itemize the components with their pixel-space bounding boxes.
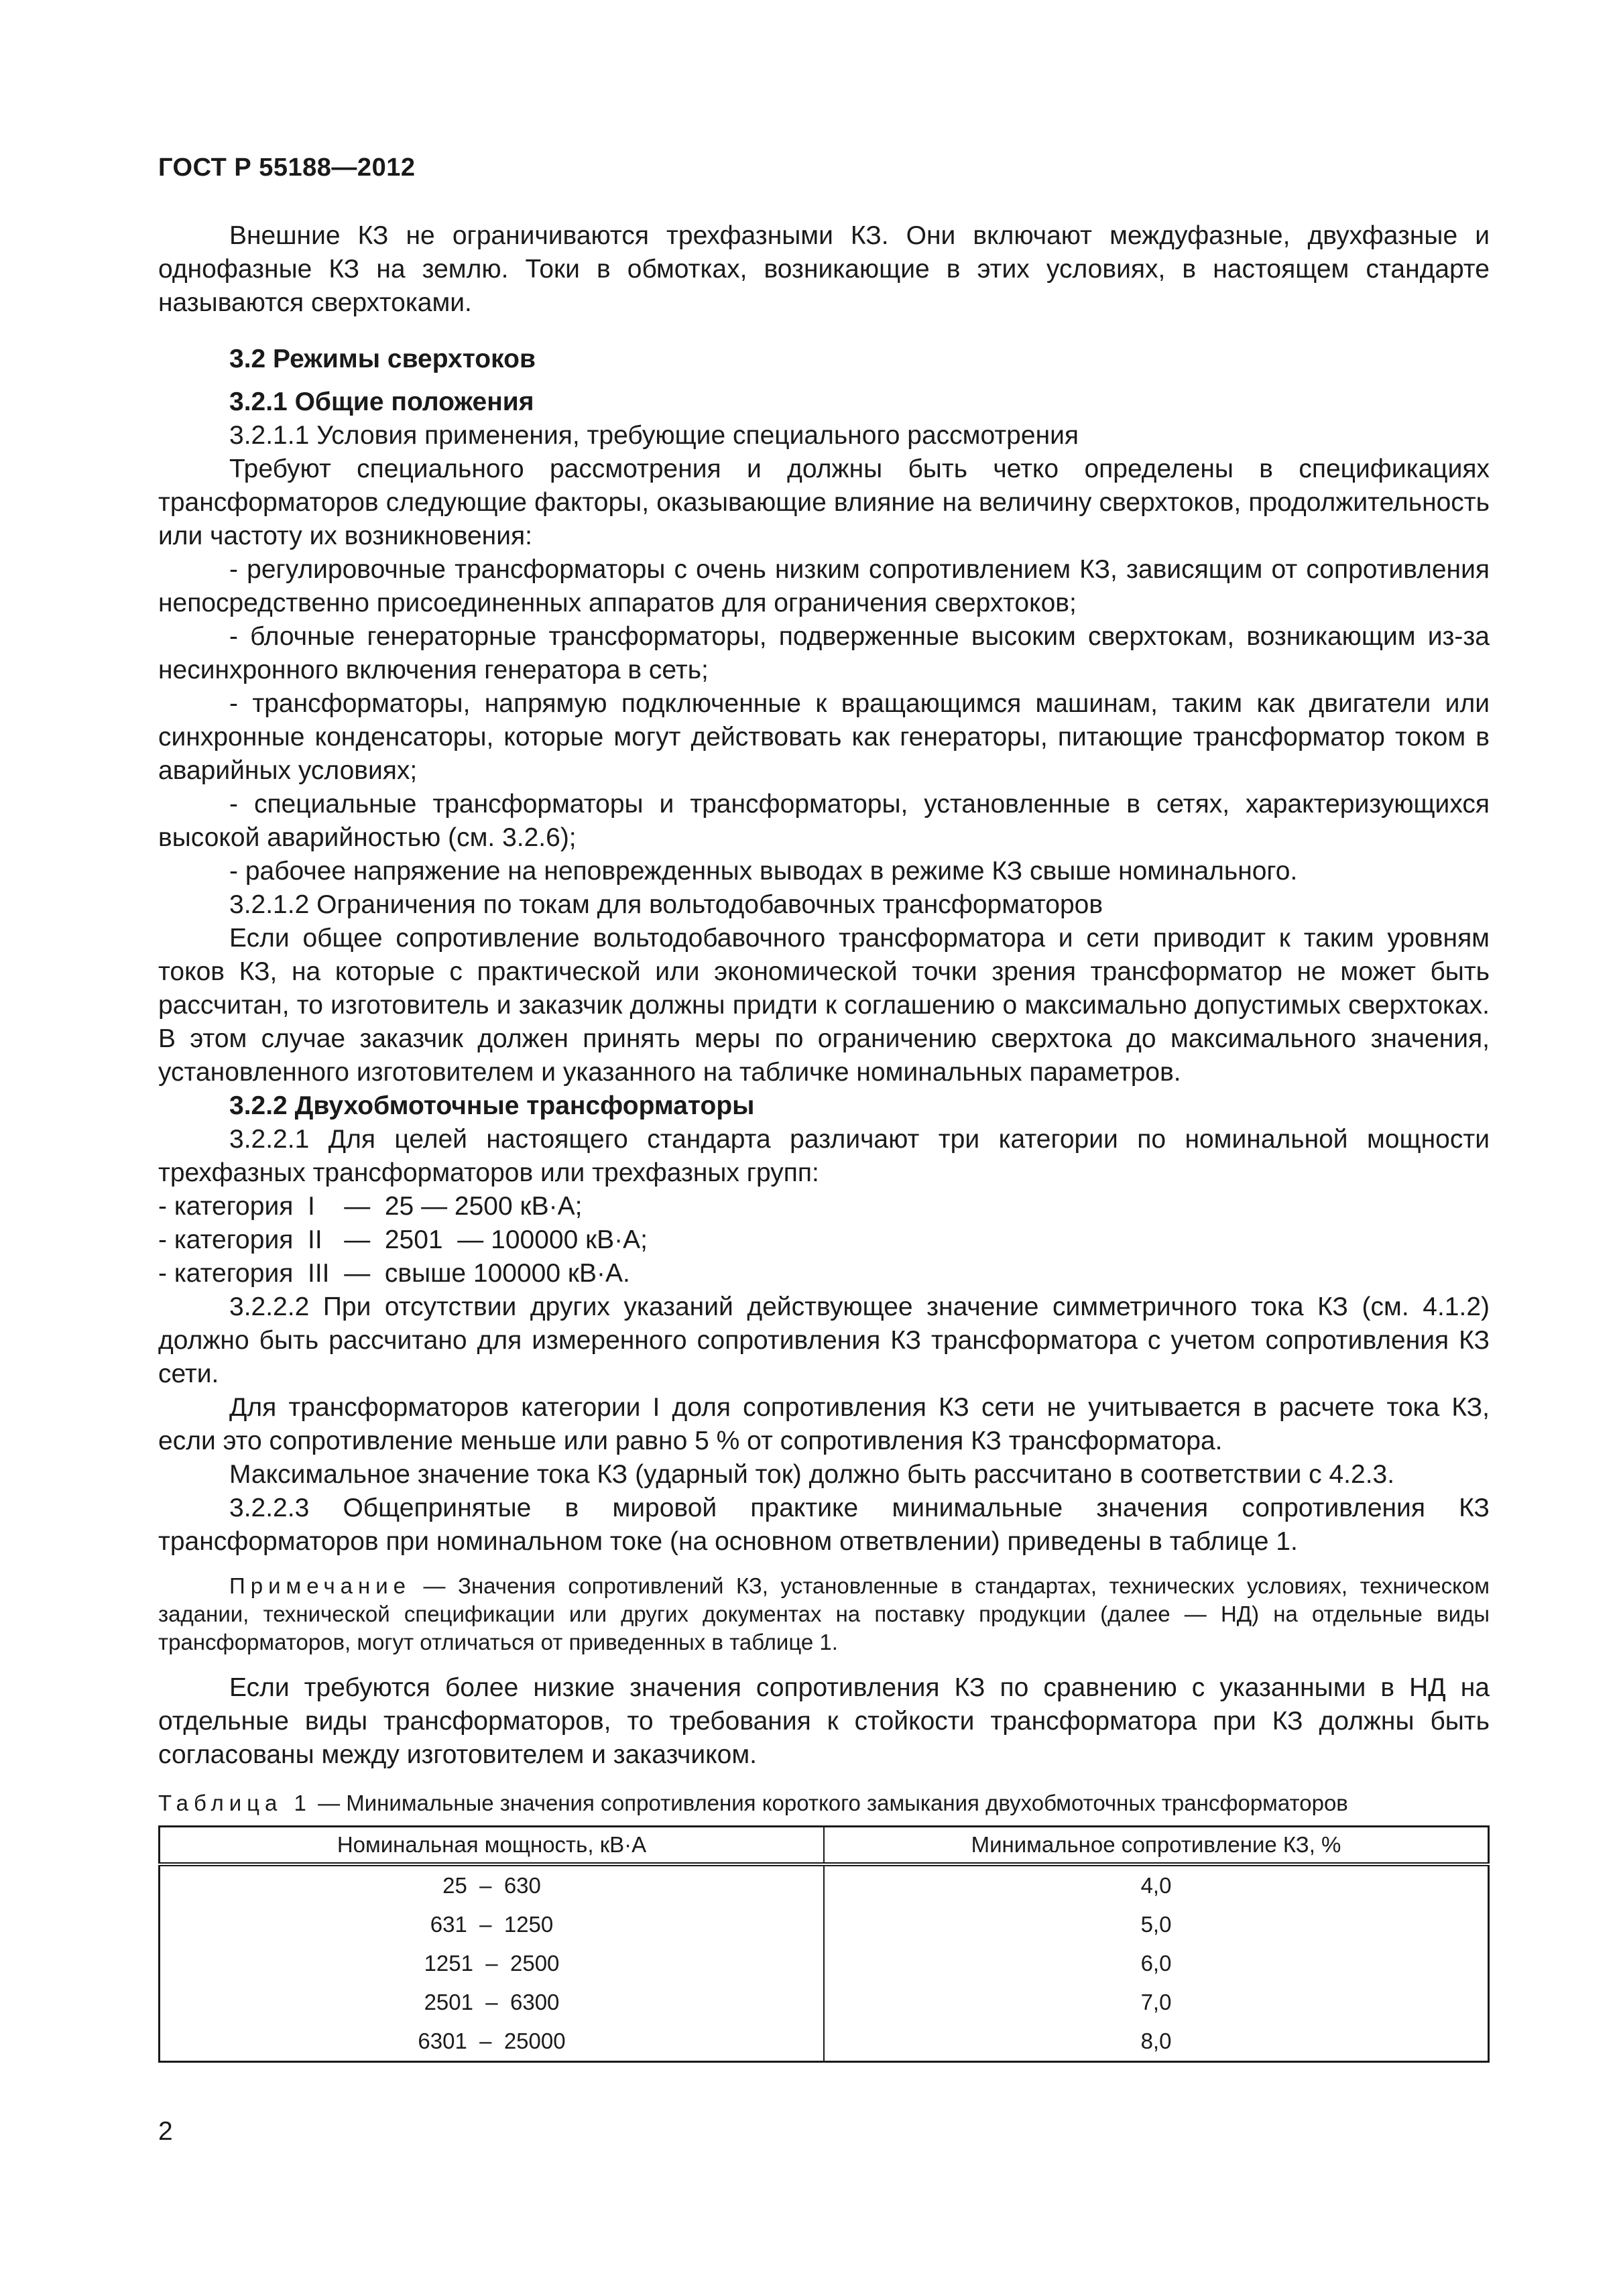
impedance-cell: 8,0 (824, 2022, 1489, 2062)
page-number: 2 (158, 2117, 173, 2146)
power-range: 1251 – 2500 (424, 1951, 560, 1976)
table-title: — Минимальные значения сопротивления короткого замыкания двухобмоточных трансформаторов (311, 1791, 1348, 1815)
clause-3-2-1-1-title: 3.2.1.1 Условия применения, требующие специального рассмотрения (229, 421, 1079, 450)
after-note-paragraph: Если требуются более низкие значения сопротивления КЗ по сравнению с указанными в НД на отдельные виды трансформаторов, то требования к стойкости трансформатора при КЗ должны быть согласованы между изготовителем и заказчиком. (158, 1673, 1490, 1769)
table-row (160, 2022, 1489, 2062)
factor-item: - регулировочные трансформаторы с очень низким сопротивлением КЗ, зависящим от сопротивления непосредственно присоединенных аппаратов для ограничения сверхтоков; (158, 555, 1490, 617)
impedance-cell: 6,0 (824, 1944, 1489, 1983)
section-3-2-2-heading: 3.2.2 Двухобмоточные трансформаторы (229, 1091, 755, 1120)
note-block (158, 1572, 1490, 1656)
section-3-2-1-heading: 3.2.1 Общие положения (229, 387, 534, 416)
category-item: - категория II — 2501 — 100000 кВ·А; (158, 1225, 648, 1254)
clause-3-2-1-2-text: Если общее сопротивление вольтодобавочного трансформатора и сети приводит к таким уровням токов КЗ, на которые с практической или экономической точки зрения трансформатор не может быть рассчитан, то изготовитель и заказчик должны придти к соглашению о максимально допустимых сверхтоках. В этом случае заказчик должен принять меры по ограничению сверхтока до максимального значения, установленного изготовителем и указанного на табличке номинальных параметров. (158, 924, 1490, 1087)
power-range: 2501 – 6300 (424, 1990, 560, 2014)
impedance-cell: 4,0 (824, 1864, 1489, 1905)
clause-3-2-1-2-title: 3.2.1.2 Ограничения по токам для вольтодобавочных трансформаторов (229, 890, 1103, 919)
table-caption (158, 1789, 1490, 1817)
impedance-table (158, 1825, 1490, 2063)
clause-3-2-2-3-text: 3.2.2.3 Общепринятые в мировой практике минимальные значения сопротивления КЗ трансформаторов при номинальном токе (на основном ответвлении) приведены в таблице 1. (158, 1494, 1490, 1556)
factor-item: - специальные трансформаторы и трансформаторы, установленные в сетях, характеризующихся высокой аварийностью (см. 3.2.6); (158, 790, 1490, 852)
column-header-impedance: Минимальное сопротивление КЗ, % (824, 1827, 1489, 1865)
intro-paragraph: Внешние КЗ не ограничиваются трехфазными КЗ. Они включают междуфазные, двухфазные и однофазные КЗ на землю. Токи в обмотках, возникающие в этих условиях, в настоящем стандарте называются сверхтоками. (158, 221, 1490, 317)
category-item: - категория I — 25 — 2500 кВ·А; (158, 1192, 583, 1221)
power-cell (160, 1983, 825, 2022)
power-range: 6301 – 25000 (418, 2029, 566, 2053)
table-row (160, 1983, 1489, 2022)
clause-3-2-2-2-paragraph-2: Для трансформаторов категории I доля сопротивления КЗ сети не учитывается в расчете тока КЗ, если это сопротивление меньше или равно 5 % от сопротивления КЗ трансформатора. (158, 1393, 1490, 1455)
section-3-2-heading: 3.2 Режимы сверхтоков (229, 345, 536, 373)
power-range: 25 – 630 (442, 1873, 541, 1898)
document-header: ГОСТ Р 55188—2012 (158, 154, 416, 182)
power-cell (160, 2022, 825, 2062)
factor-item: - блочные генераторные трансформаторы, подверженные высоким сверхтокам, возникающим из-за несинхронного включения генератора в сеть; (158, 622, 1490, 684)
table-header-row (160, 1827, 1489, 1865)
table-label: Таблица 1 (158, 1791, 312, 1815)
impedance-cell: 5,0 (824, 1905, 1489, 1944)
clause-3-2-1-1-text: Требуют специального рассмотрения и должны быть четко определены в спецификациях трансформаторов следующие факторы, оказывающие влияние на величину сверхтоков, продолжительность или частоту их возникновения: (158, 455, 1490, 550)
note-text: — Значения сопротивлений КЗ, установленные в стандартах, технических условиях, техническом задании, технической спецификации или других документах на поставку продукции (далее — НД) на отдельные виды трансформаторов, могут отличаться от приведенных в таблице 1. (158, 1573, 1490, 1654)
clause-3-2-2-2-text: 3.2.2.2 При отсутствии других указаний действующее значение симметричного тока КЗ (см. 4.1.2) должно быть рассчитано для измеренного сопротивления КЗ трансформатора с учетом сопротивления КЗ сети. (158, 1292, 1490, 1388)
factor-item: - рабочее напряжение на неповрежденных выводах в режиме КЗ свыше номинального. (229, 857, 1298, 886)
power-cell (160, 1864, 825, 1905)
category-item: - категория III — свыше 100000 кВ·А. (158, 1259, 630, 1288)
note-label: Примечание (229, 1573, 412, 1598)
table-row (160, 1905, 1489, 1944)
clause-3-2-2-2-paragraph-3: Максимальное значение тока КЗ (ударный ток) должно быть рассчитано в соответствии с 4.2.3. (229, 1460, 1395, 1489)
clause-3-2-2-1-text: 3.2.2.1 Для целей настоящего стандарта различают три категории по номинальной мощности трехфазных трансформаторов или трехфазных групп: (158, 1125, 1490, 1187)
power-cell (160, 1944, 825, 1983)
power-range: 631 – 1250 (430, 1912, 554, 1937)
table-row (160, 1944, 1489, 1983)
table-row (160, 1864, 1489, 1905)
factor-item: - трансформаторы, напрямую подключенные к вращающимся машинам, таким как двигатели или синхронные конденсаторы, которые могут действовать как генераторы, питающие трансформатор током в аварийных условиях; (158, 689, 1490, 785)
power-cell (160, 1905, 825, 1944)
impedance-cell: 7,0 (824, 1983, 1489, 2022)
column-header-power: Номинальная мощность, кВ·А (160, 1827, 825, 1865)
